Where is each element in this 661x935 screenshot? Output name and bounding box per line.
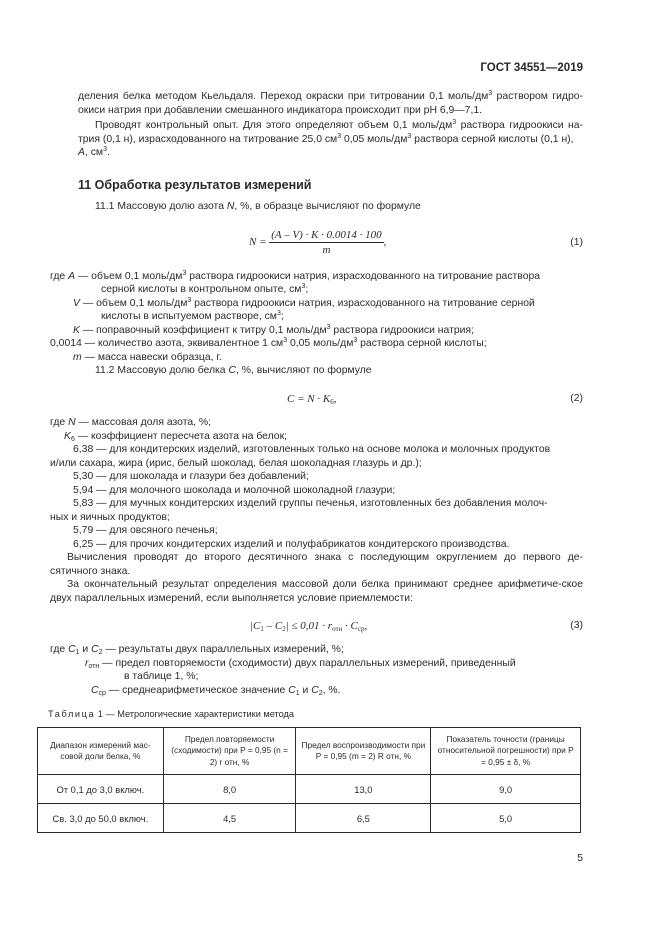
calc-paragraph-1: Вычисления проводят до второго десятичного знака с последующим округлением до первого де-сятичного знака.: [50, 552, 583, 577]
def-c-sr: $C_{ср}$ — среднеарифметическое значение $C_1$ и $C_2$, %.: [91, 685, 341, 697]
def-c1-c2: где $C_1$ и $C_2$ — результаты двух параллельных измерений, %;: [50, 644, 344, 656]
page-number: 5: [577, 853, 583, 864]
table-cell: 4,5: [163, 804, 296, 833]
def-a-cont: серной кислоты в контрольном опыте, $см^3$;: [101, 283, 309, 295]
def-k6: $K_6$ — коэффициент пересчета азота на белок;: [64, 431, 287, 443]
intro-paragraph-2: Проводят контрольный опыт. Для этого определяют объем 0,1 моль/$дм^3$ раствора гидроокиси на-трия (0,1 н), израсходованного на титрование 25,0 $см^3$ 0,05 моль/$дм^3$ раствора серной кислоты (0,1 н), A, $см^3$.: [78, 119, 583, 158]
def-n: где N — массовая доля азота, %;: [50, 417, 212, 428]
header-repeatability: Предел повторяемости (сходимости) при P = 0,95 (n = 2) r отн, %: [163, 728, 296, 775]
standard-number: ГОСТ 34551—2019: [480, 62, 583, 74]
factor-5-83-cont: ных и яичных продуктов;: [50, 512, 170, 523]
factor-6-38: 6,38 — для кондитерских изделий, изготовленных только на основе молока и молочных продуктов: [73, 444, 551, 455]
formula-1-denominator: m: [322, 244, 331, 256]
table-cell: 6,5: [296, 804, 431, 833]
factor-5-79: 5,79 — для овсяного печенья;: [73, 525, 218, 536]
factor-5-83: 5,83 — для мучных кондитерских изделий группы печенья, изготовленных без добавления молоч-: [73, 498, 548, 509]
intro-paragraph-1: деления белка методом Кьельдаля. Переход окраски при титровании 0,1 моль/$дм^3$ раствором гидро-окиси натрия при добавлении смешанного индикатора происходит при pH 6,9—7,1.: [78, 90, 583, 116]
table-cell: 5,0: [431, 804, 581, 833]
table-cell: 9,0: [431, 775, 581, 804]
equation-number-2: (2): [570, 393, 583, 404]
calc-paragraph-2: За окончательный результат определения массовой доли белка принимают среднее арифметиче-ское двух параллельных измерений, если выполняется условие приемлемости:: [50, 579, 583, 604]
def-v: V — объем 0,1 моль/$дм^3$ раствора гидроокиси натрия, израсходованного на титрование серной: [73, 297, 535, 309]
def-m: m — масса навески образца, г.: [73, 352, 222, 363]
table-cell: Св. 3,0 до 50,0 включ.: [38, 804, 164, 833]
factor-5-94: 5,94 — для молочного шоколада и молочной шоколадной глазури;: [73, 485, 396, 496]
header-accuracy: Показатель точности (границы относительной погрешности) при P = 0,95 ± δ, %: [431, 728, 581, 775]
equation-number-3: (3): [570, 620, 583, 631]
table-row: [38, 804, 581, 833]
formula-3: $|C_1 - C_2| \le 0,01 \cdot r_{отн} \cdot C_{ср}$,: [250, 620, 368, 633]
def-a: где A — объем 0,1 моль/$дм^3$ раствора гидроокиси натрия, израсходованного на титрование раствора: [50, 270, 541, 282]
section-title: 11 Обработка результатов измерений: [78, 178, 312, 192]
table-cell: 13,0: [296, 775, 431, 804]
header-range: Диапазон измерений мас-совой доли белка, %: [38, 728, 164, 775]
table-row: [38, 775, 581, 804]
factor-6-25: 6,25 — для прочих кондитерских изделий и полуфабрикатов кондитерского производства.: [73, 539, 510, 550]
equation-number-1: (1): [570, 237, 583, 248]
def-k: K — поправочный коэффициент к титру 0,1 моль/$дм^3$ раствора гидроокиси натрия;: [73, 324, 474, 336]
factor-6-38-cont: и/или сахара, жира (ирис, белый шоколад, белая шоколадная глазурь и др.);: [50, 458, 422, 469]
def-coefficient: 0,0014 — количество азота, эквивалентное 1 $см^3$ 0,05 моль/$дм^3$ раствора серной кислоты;: [50, 337, 487, 349]
def-r-otn: $r_{отн}$ — предел повторяемости (сходимости) двух параллельных измерений, приведенный: [85, 658, 516, 670]
formula-1-numerator: (A – V) · K · 0.0014 · 100: [271, 229, 382, 241]
clause-11-2: 11.2 Массовую долю белка C, %, вычисляют по формуле: [95, 365, 372, 376]
header-reproducibility: Предел воспроизводимости при P = 0,95 (m = 2) R отн, %: [296, 728, 431, 775]
factor-5-30: 5,30 — для шоколада и глазури без добавлений;: [73, 471, 309, 482]
table-cell: От 0,1 до 3,0 включ.: [38, 775, 164, 804]
def-r-otn-cont: в таблице 1, %;: [124, 671, 199, 682]
formula-2: $C = N \cdot K_6$,: [287, 393, 337, 406]
clause-11-1: 11.1 Массовую долю азота N, %, в образце вычисляют по формуле: [95, 201, 421, 212]
table-caption: Таблица 1 — Метрологические характеристики метода: [48, 709, 294, 719]
formula-1: N = $\frac{(A - V) \cdot K \cdot 0.0014 \cdot 100}{m}$ ,: [249, 229, 387, 256]
table-cell: 8,0: [163, 775, 296, 804]
metrology-table: [37, 727, 581, 833]
def-v-cont: кислоты в испытуемом растворе, $см^3$;: [101, 310, 284, 322]
table-header-row: [38, 728, 581, 775]
